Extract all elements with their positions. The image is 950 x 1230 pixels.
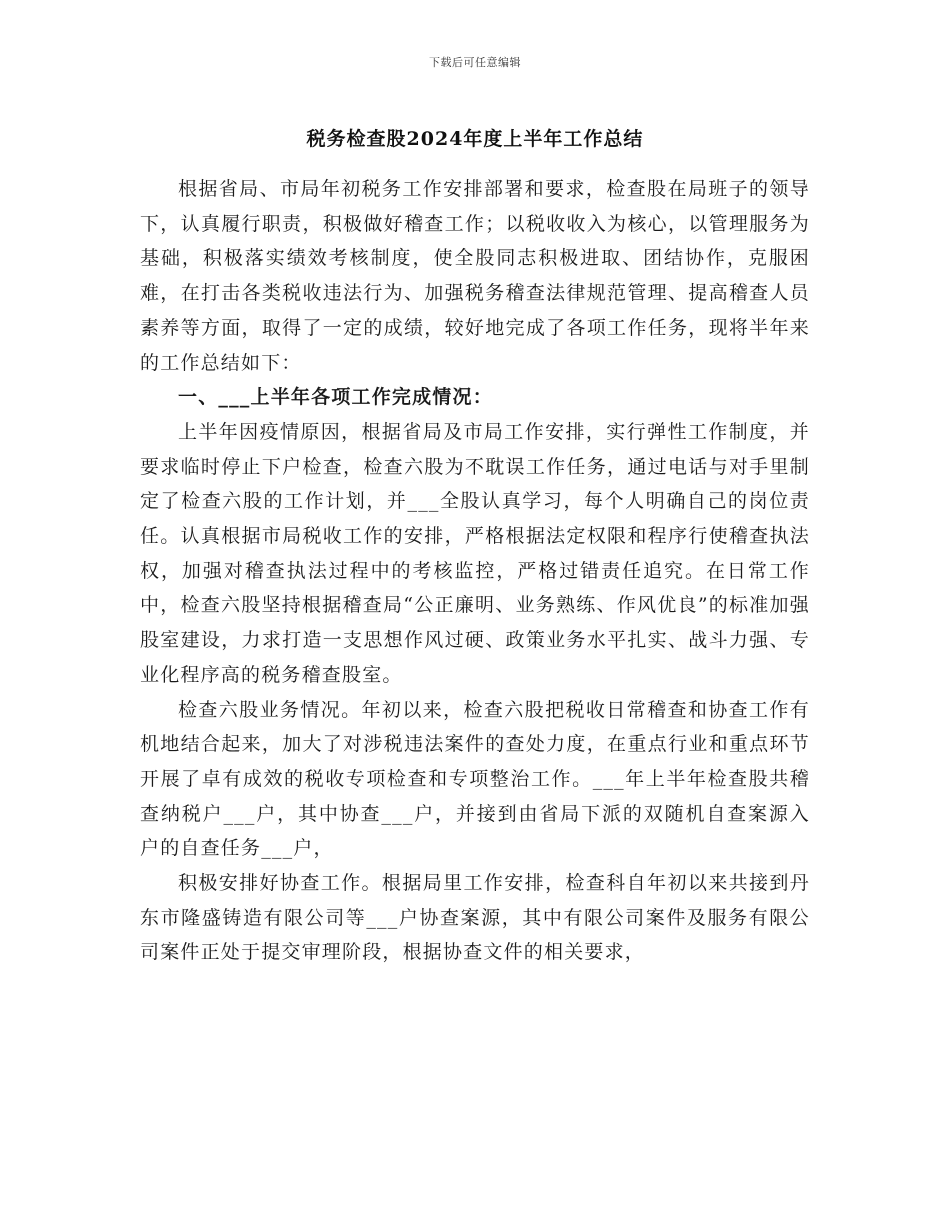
document-title: 税务检查股2024年度上半年工作总结 xyxy=(306,128,644,150)
header-note: 下载后可任意编辑 xyxy=(429,56,521,69)
intro-paragraph: 根据省局、市局年初税务工作安排部署和要求，检查股在局班子的领导下，认真履行职责，积极做好稽查工作；以税收收入为核心，以管理服务为基础，积极落实绩效考核制度，使全股同志积极进取、团结协作，克服困难，在打击各类税收违法行为、加强税务稽查法律规范管理、提高稽查人员素养等方面，取得了一定的成绩，较好地完成了各项工作任务，现将半年来的工作总结如下： xyxy=(140,178,810,374)
section-heading: 一、___上半年各项工作完成情况： xyxy=(178,386,493,409)
coordination-paragraph: 积极安排好协查工作。根据局里工作安排，检查科自年初以来共接到丹东市隆盛铸造有限公司等___户协查案源，其中有限公司案件及服务有限公司案件正处于提交审理阶段，根据协查文件的相关要求， xyxy=(140,872,810,964)
work-paragraph: 上半年因疫情原因，根据省局及市局工作安排，实行弹性工作制度，并要求临时停止下户检查，检查六股为不耽误工作任务，通过电话与对手里制定了检查六股的工作计划，并___全股认真学习，每个人明确自己的岗位责任。认真根据市局税收工作的安排，严格根据法定权限和程序行使稽查执法权，加强对稽查执法过程中的考核监控，严格过错责任追究。在日常工作中，检查六股坚持根据稽查局“公正廉明、业务熟练、作风优良”的标准加强股室建设，力求打造一支思想作风过硬、政策业务水平扎实、战斗力强、专业化程序高的税务稽查股室。 xyxy=(140,420,810,686)
document-body xyxy=(140,172,810,970)
business-paragraph: 检查六股业务情况。年初以来，检查六股把税收日常稽查和协查工作有机地结合起来，加大了对涉税违法案件的查处力度，在重点行业和重点环节开展了卓有成效的税收专项检查和专项整治工作。___年上半年检查股共稽查纳税户___户，其中协查___户，并接到由省局下派的双随机自查案源入户的自查任务___户， xyxy=(140,698,810,860)
